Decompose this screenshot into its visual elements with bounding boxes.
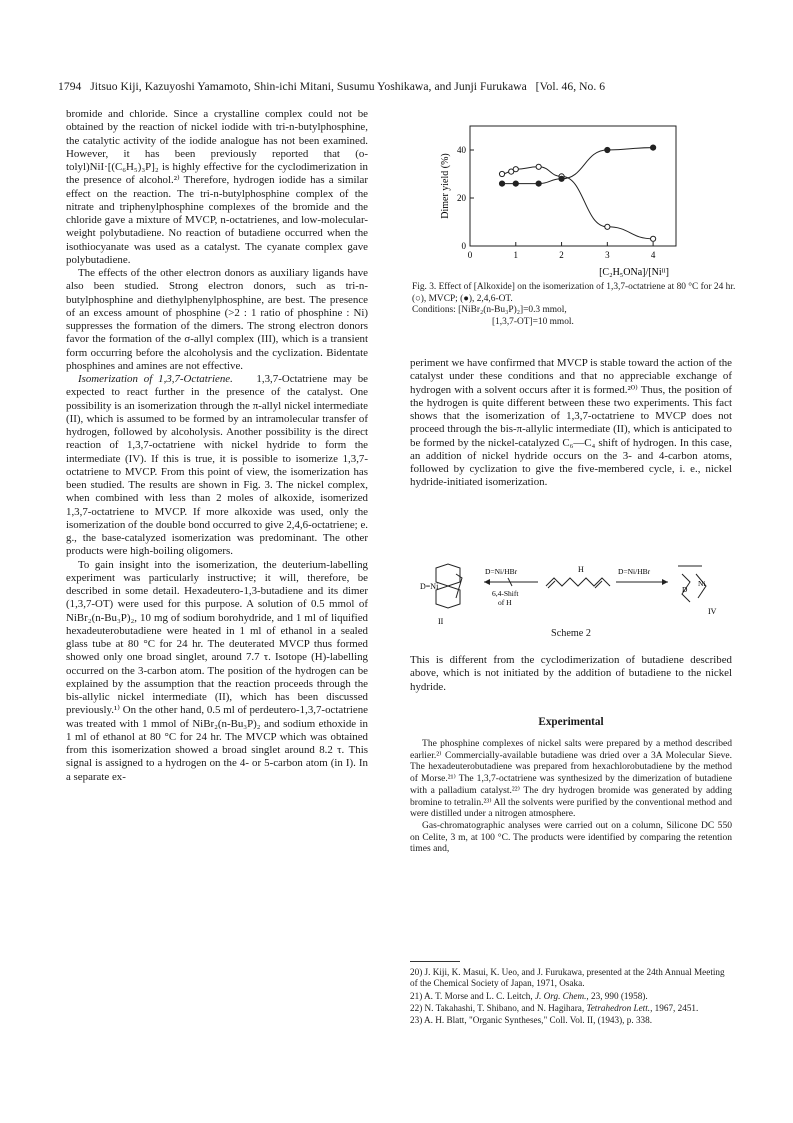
right-column xyxy=(410,357,732,490)
series-line-mvcp xyxy=(502,167,653,239)
left-paragraph-1: bromide and chloride. Since a crystalline complex could not be obtained by the reaction of nickel iodide with tri-n-butylphosphine, the catalytic activity of the iodide analogue has not been examined. However, it has been previously reported that (o-tolyl)NiI·[(C₆H₅)₃P]₂ is highly effective for the cyclodimerization in the presence of alcohol.²⁾ Therefore, hydrogen iodide has a similar effect on the reaction. The tri-n-butylphosphine complex of the nitrate and triphenylphosphine complexes of the bromide and the chloride gave a mixture of MVCP, n-octatrienes, and low-molecular-weight polybutadiene. No reaction of butadiene occurred when the isothiocyanate was used as a catalyst. The cyanate complex gave polybutadiene. xyxy=(66,108,368,266)
left-paragraph-3-text: 1,3,7-Octatriene may be expected to react further in the presence of the catalyst. One possibility is an isomerization through the π-allyl nickel intermediate (II), which is assumed to be formed by an intramolecular transfer of hydrogen, followed by alcoholysis. Another possibility is the direct reaction of 1,3,7-octatriene with nickel hydride to form the intermediate (IV). If this is true, it is possible to isomerize 1,3,7-octatriene to MVCP. From this point of view, the isomerization has been studied. The results are shown in Fig. 3. The nickel complex, when combined with less than 2 moles of alkoxide, isomerized 1,3,7-octatriene to MVCP. If more alkoxide was used, only the isomerization of the double bond occurred to give 2,4,6-octatriene; e. g., the base-catalyzed isomerization was predominant. The other products were high-boiling oligomers. xyxy=(66,373,368,558)
data-point-2-4-6-ot xyxy=(499,181,504,186)
data-point-2-4-6-ot xyxy=(536,181,541,186)
shift-label-2: of H xyxy=(498,598,512,607)
x-tick-label: 4 xyxy=(650,250,656,260)
shift-label-1: 6,4-Shift xyxy=(492,589,519,598)
x-tick-label: 2 xyxy=(559,250,564,260)
complex-ii-metal: D=Ni xyxy=(420,582,439,591)
experimental-heading: Experimental xyxy=(538,716,604,728)
complex-ii-structure xyxy=(436,564,462,608)
left-paragraph-4: To gain insight into the isomerization, the deuterium-labelling experiment was particularly instructive; it will, therefore, be described in some detail. Hexadeutero-1,3-butadiene and its dimer (1,3,7-OT) were used for this purpose. A solution of 0.5 mmol of NiBr₂(n-Bu₃P)₂, 10 mg of sodium borohydride, and 1 ml of liquified hexadeuterobutadiene were heated in 1 ml of ethanol in a sealed glass tube at 80 °C for 24 hr. The deuterated MVCP thus formed showed only one broad singlet, around 7.7 τ. Isotope (H)-labelling occurred on the 3-carbon atom. The position of the hydrogen can be explained by the assumption that the reaction proceeds through the bis-allylic nickel intermediate (II), which has been discussed previously.¹⁾ On the other hand, 0.5 ml of perdeutero-1,3,7-octatriene was treated with 1 mmol of NiBr₂(n-Bu₃P)₂ and sodium ethoxide in 1 ml of ethanol at 80 °C for 24 hr. The MVCP which was obtained from this isomerization showed a broad singlet around 8.2 τ. This signal is assigned to a hydrogen on the 4- or 5-carbon atom (in I). In a separate ex- xyxy=(66,558,368,783)
data-point-2-4-6-ot xyxy=(651,145,656,150)
footnote-21-ref: 23, 990 (1958). xyxy=(591,990,648,1001)
footnote-22 xyxy=(410,1003,732,1014)
compound-label-iv: IV xyxy=(708,607,717,616)
footnote-22-authors: 22) N. Takahashi, T. Shibano, and N. Hagihara, xyxy=(410,1002,585,1013)
chain-hydrogen: H xyxy=(578,565,584,574)
y-axis-label: Dimer yield (%) xyxy=(440,153,451,219)
data-point-2-4-6-ot xyxy=(605,147,610,152)
footnote-21-authors: 21) A. T. Morse and L. C. Leitch, xyxy=(410,990,533,1001)
right-paragraph-1: periment we have confirmed that MVCP is stable toward the action of the catalyst under these conditions and that no appreciable exchange of hydrogen with a solvent occurs after it is formed.²⁰⁾ Thus, the position of the hydrogen is quite different between these two experiments. This fact shows that the isomerization of 1,3,7-octatriene to MVCP does not proceed through the bis-π-allylic intermediate (II), which is anticipated to be formed by the nickel-catalyzed C₆—C₄ shift of hydrogen. In this case, an addition of nickel hydride occurs on the 3- and 4-carbon atoms, followed by cyclization to give the five-membered cycle, i. e., nickel hydride-initiated isomerization. xyxy=(410,357,732,489)
section-heading-isomerization: Isomerization of 1,3,7-Octatriene. xyxy=(78,373,233,385)
complex-iv-deuterium: D xyxy=(682,585,688,594)
figure-caption-legend: (○), MVCP; (●), 2,4,6-OT. xyxy=(412,293,513,304)
footnote-21-journal: J. Org. Chem., xyxy=(534,990,589,1001)
left-column xyxy=(66,108,368,784)
arrow-2-head xyxy=(662,579,668,585)
right-paragraph-2: This is different from the cyclodimerization of butadiene described above, which is not initiated by the addition of butadiene to the nickel hydride. xyxy=(410,654,732,693)
arrow-1-label: D=Ni/HBr xyxy=(485,567,518,576)
figure-3-chart xyxy=(424,118,740,278)
series-line-2-4-6-ot xyxy=(502,148,653,184)
figure-caption-title: Fig. 3. Effect of [Alkoxide] on the isomerization of 1,3,7-octatriene at 80 °C for 24 hr. xyxy=(412,282,736,292)
footnotes xyxy=(410,967,732,1027)
volume-info: [Vol. 46, No. 6 xyxy=(535,80,606,93)
arrow-2-label: D=Ni/HBr xyxy=(618,567,651,576)
double-bond-1 xyxy=(548,581,555,588)
footnote-21 xyxy=(410,991,732,1002)
footnote-rule xyxy=(410,961,460,962)
data-point-mvcp xyxy=(499,171,504,176)
compound-label-ii: II xyxy=(438,617,444,626)
x-axis-label: [C₂H₅ONa]/[Niᴵᴵ] xyxy=(599,267,669,278)
footnote-23: 23) A. H. Blatt, "Organic Syntheses," Coll. Vol. II, (1943), p. 338. xyxy=(410,1015,653,1026)
experimental-section xyxy=(410,738,732,855)
data-point-2-4-6-ot xyxy=(513,181,518,186)
data-point-mvcp xyxy=(536,164,541,169)
left-paragraph-3 xyxy=(66,373,368,559)
x-tick-label: 1 xyxy=(513,250,519,260)
running-header xyxy=(58,80,748,93)
experimental-paragraph-1: The phosphine complexes of nickel salts were prepared by a method described earlier.²⁾ Commercially-available butadiene was dried over a 3A Molecular Sieve. The hexadeuterobutadiene was prepared from hexachlorobutadiene by the method of Morse.²¹⁾ The 1,3,7-octatriene was synthesized by the dimerization of butadiene with a palladium catalyst.²²⁾ The dry hydrogen bromide was generated by adding bromine to tetralin.²³⁾ All the solvents were purified by the conventional method and were distilled under a nitrogen atmosphere. xyxy=(410,738,732,820)
data-point-mvcp xyxy=(513,167,518,172)
y-tick-label: 20 xyxy=(457,193,466,203)
data-point-mvcp xyxy=(605,224,610,229)
x-tick-label: 3 xyxy=(605,250,610,260)
page-number: 1794 xyxy=(58,80,82,93)
figure-3-caption xyxy=(412,282,742,328)
footnote-20: 20) J. Kiji, K. Masui, K. Ueo, and J. Furukawa, presented at the 24th Annual Meeting of the Chemical Society of Japan, 1971, Osaka. xyxy=(410,967,725,989)
footnote-22-journal: Tetrahedron Lett., xyxy=(586,1002,653,1013)
figure-caption-conditions-2: [1,3,7-OT]=10 mmol. xyxy=(492,316,574,327)
footnote-22-ref: 1967, 2451. xyxy=(654,1002,699,1013)
y-tick-label: 40 xyxy=(457,145,466,155)
scheme-2-diagram xyxy=(420,560,732,630)
right-column-continued xyxy=(410,654,732,694)
figure-3 xyxy=(424,118,740,278)
arrow-1-head xyxy=(484,579,490,585)
data-point-mvcp xyxy=(651,236,656,241)
author-list: Jitsuo Kiji, Kazuyoshi Yamamoto, Shin-ichi Mitani, Susumu Yoshikawa, and Junji Furukawa xyxy=(90,80,527,93)
complex-iv-metal: Ni xyxy=(698,579,706,588)
experimental-paragraph-2: Gas-chromatographic analyses were carried out on a column, Silicone DC 550 on Celite, 3 m, at 100 °C. The products were identified by comparing the retention times and, xyxy=(410,819,732,855)
x-tick-label: 0 xyxy=(467,250,473,260)
y-tick-label: 0 xyxy=(461,241,466,251)
scheme-caption: Scheme 2 xyxy=(551,628,591,639)
data-point-2-4-6-ot xyxy=(559,176,564,181)
left-paragraph-2: The effects of the other electron donors as auxiliary ligands have also been studied. Strong electron donors, such as tri-n-butylphosphine and diethylphenylphosphine, are best. The presence of an excess amount of phosphine (>2 : 1 ratio of phosphine : Ni) suppresses the formation of the dimers. The strong electron donors favor the formation of the σ-allyl complex (III), which is a transient form occurring before the alcoholysis and the cyclization. Bidentate phosphines and amines are not effective. xyxy=(66,267,368,372)
figure-caption-conditions: Conditions: [NiBr₂(n-Bu₃P)₂]=0.3 mmol, xyxy=(412,305,567,316)
